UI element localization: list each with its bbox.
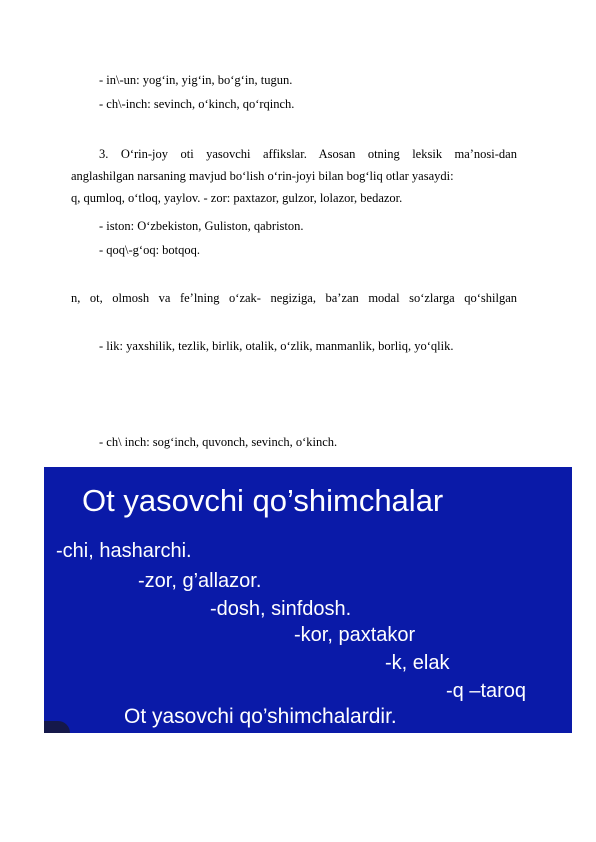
slide-corner-decoration [44, 721, 70, 733]
embedded-slide-image [44, 467, 572, 733]
slide-footer: Ot yasovchi qo’shimchalardir. [124, 705, 397, 728]
slide-line-zor: -zor, g’allazor. [138, 570, 262, 592]
section-3-body-line-2: q, qumloq, o‘tloq, yaylov. - zor: paxtazor, gulzor, lolazor, bedazor. [71, 191, 403, 205]
suffix-ch-inch-line-2: - ch\ inch: sog‘inch, quvonch, sevinch, o‘kinch. [99, 435, 338, 449]
slide-line-q: -q –taroq [446, 680, 527, 702]
paragraph-fragment-line: n, ot, olmosh va fe’lning o‘zak- negiziga, ba’zan modal so‘zlarga qo‘shilgan [71, 291, 517, 305]
slide-line-k: -k, elak [385, 652, 450, 674]
section-3-body-line-1: anglashilgan narsaning mavjud bo‘lish o‘rin-joyi bilan bog‘liq otlar yasaydi: [71, 169, 454, 183]
slide-line-chi: -chi, hasharchi. [56, 540, 192, 562]
slide-line-dosh: -dosh, sinfdosh. [210, 598, 352, 620]
suffix-lik-line: - lik: yaxshilik, tezlik, birlik, otalik, o‘zlik, manmanlik, borliq, yo‘qlik. [99, 339, 454, 353]
slide-line-kor: -kor, paxtakor [294, 624, 416, 646]
suffix-ch-inch-line: - ch\-inch: sevinch, o‘kinch, qo‘rqinch. [99, 97, 295, 111]
section-3-heading: 3. O‘rin-joy oti yasovchi affikslar. Asosan otning leksik ma’nosi-dan [99, 147, 517, 161]
suffix-in-un-line: - in\-un: yog‘in, yig‘in, bo‘g‘in, tugun. [99, 73, 293, 87]
suffix-qoq-line: - qoq\-g‘oq: botqoq. [99, 243, 201, 257]
suffix-iston-line: - iston: O‘zbekiston, Guliston, qabriston. [99, 219, 304, 233]
slide-title: Ot yasovchi qo’shimchalar [82, 483, 444, 518]
